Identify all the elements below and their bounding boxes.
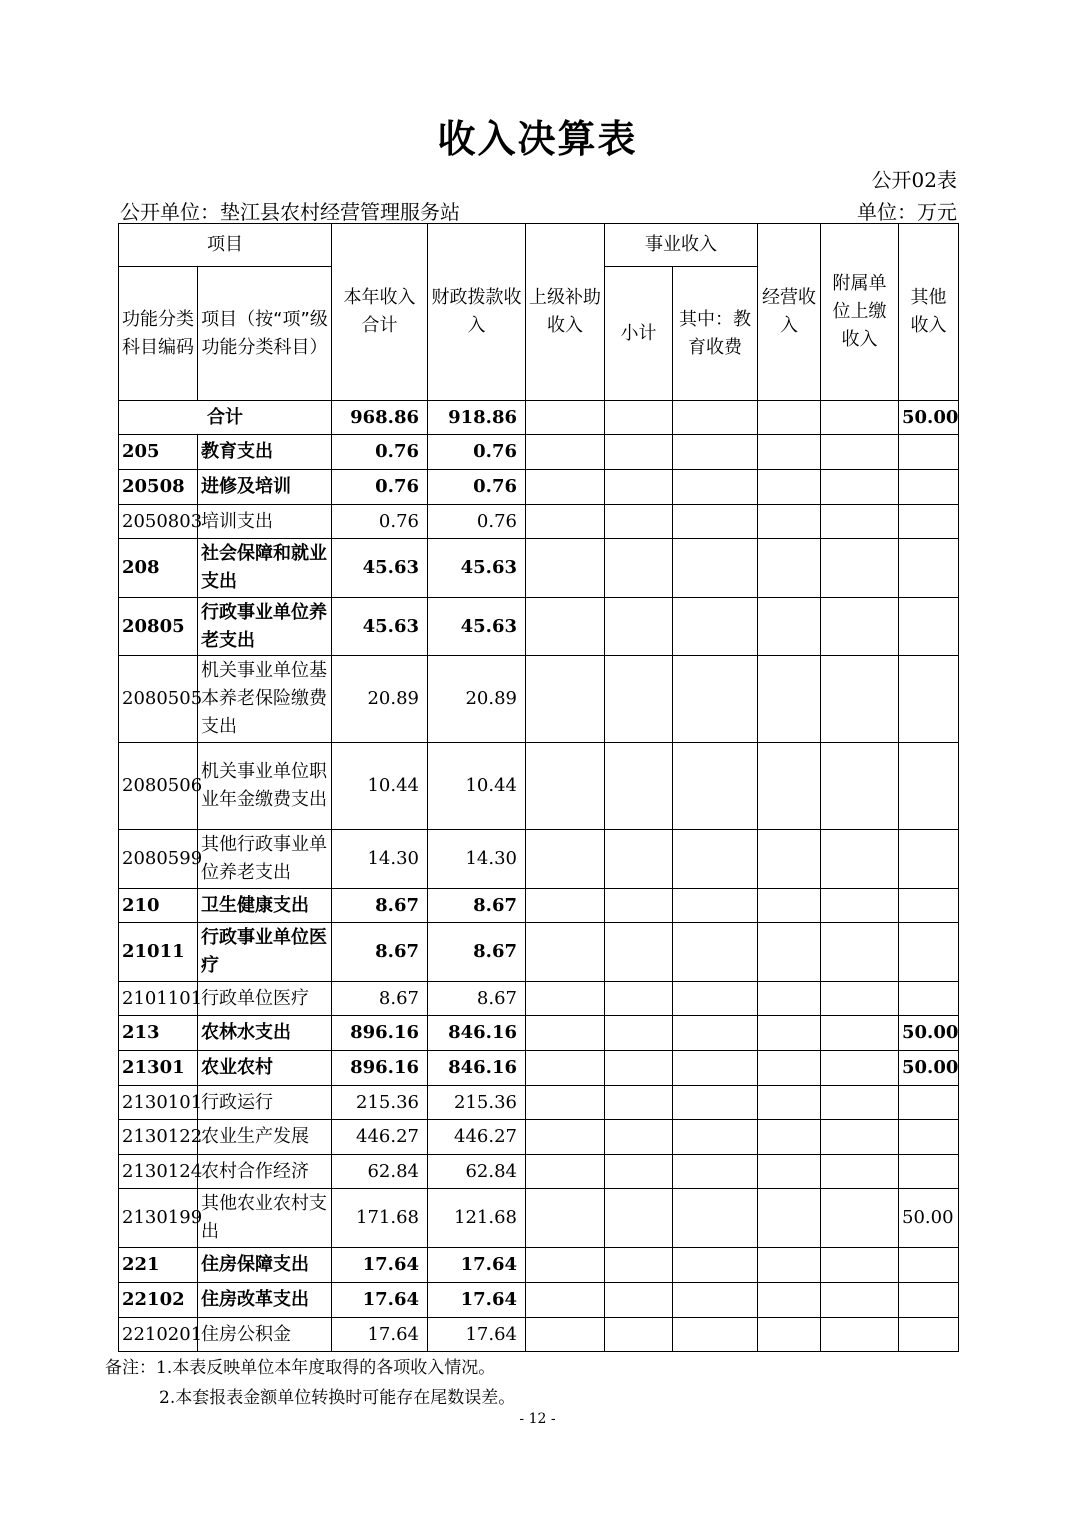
table-row: [119, 435, 959, 470]
income-table: [118, 223, 959, 1352]
table-row: [119, 1051, 959, 1086]
row-name: 其他农业农村支出: [198, 1189, 332, 1248]
table-row: [119, 1283, 959, 1318]
table-row: [119, 505, 959, 539]
row-fiscal: 0.76: [428, 470, 526, 505]
header-affiliated: 附属单位上缴收入: [821, 224, 899, 401]
note-2: 2.本套报表金额单位转换时可能存在尾数误差。: [159, 1388, 516, 1408]
table-row: [119, 470, 959, 505]
total-other: 50.00: [899, 401, 959, 435]
row-code: 2130199: [119, 1189, 198, 1248]
row-code: 2080505: [119, 656, 198, 743]
row-name: 农业农村: [198, 1051, 332, 1086]
row-total: 896.16: [332, 1051, 428, 1086]
table-row: [119, 1248, 959, 1283]
table-row: [119, 982, 959, 1016]
row-other: [899, 1120, 959, 1155]
row-other: [899, 656, 959, 743]
row-other: [899, 470, 959, 505]
row-other: [899, 505, 959, 539]
row-code: 210: [119, 889, 198, 923]
header-operating: 经营收入: [758, 224, 821, 401]
row-fiscal: 8.67: [428, 889, 526, 923]
row-code: 2101101: [119, 982, 198, 1016]
row-fiscal: 8.67: [428, 923, 526, 982]
row-other: [899, 1283, 959, 1318]
row-name: 行政事业单位养老支出: [198, 598, 332, 656]
row-code: 205: [119, 435, 198, 470]
row-fiscal: 17.64: [428, 1283, 526, 1318]
table-row: [119, 1155, 959, 1189]
row-total: 8.67: [332, 889, 428, 923]
row-name: 培训支出: [198, 505, 332, 539]
row-code: 2050803: [119, 505, 198, 539]
row-other: [899, 435, 959, 470]
row-fiscal: 10.44: [428, 743, 526, 830]
row-other: [899, 598, 959, 656]
row-total: 17.64: [332, 1248, 428, 1283]
row-name: 行政单位医疗: [198, 982, 332, 1016]
table-row: [119, 1016, 959, 1051]
row-fiscal: 62.84: [428, 1155, 526, 1189]
row-other: [899, 539, 959, 598]
row-fiscal: 846.16: [428, 1016, 526, 1051]
header-total: 本年收入合计: [332, 224, 428, 401]
row-fiscal: 45.63: [428, 598, 526, 656]
row-other: [899, 923, 959, 982]
row-total: 0.76: [332, 470, 428, 505]
currency-unit: 单位：万元: [857, 200, 957, 224]
row-name: 进修及培训: [198, 470, 332, 505]
row-name: 住房公积金: [198, 1318, 332, 1352]
row-name: 农林水支出: [198, 1016, 332, 1051]
row-code: 221: [119, 1248, 198, 1283]
row-total: 17.64: [332, 1283, 428, 1318]
table-row: [119, 743, 959, 830]
header-code: 功能分类科目编码: [119, 267, 198, 401]
row-fiscal: 8.67: [428, 982, 526, 1016]
total-label: 合计: [119, 401, 332, 435]
row-code: 22102: [119, 1283, 198, 1318]
row-total: 62.84: [332, 1155, 428, 1189]
header-name: 项目（按“项”级功能分类科目）: [198, 267, 332, 401]
row-code: 20508: [119, 470, 198, 505]
row-fiscal: 446.27: [428, 1120, 526, 1155]
row-code: 213: [119, 1016, 198, 1051]
row-name: 住房保障支出: [198, 1248, 332, 1283]
row-code: 2080599: [119, 830, 198, 889]
row-name: 机关事业单位基本养老保险缴费支出: [198, 656, 332, 743]
row-other: [899, 1248, 959, 1283]
row-other: [899, 889, 959, 923]
row-total: 45.63: [332, 539, 428, 598]
row-fiscal: 20.89: [428, 656, 526, 743]
header-fiscal: 财政拨款收入: [428, 224, 526, 401]
row-code: 21011: [119, 923, 198, 982]
row-fiscal: 0.76: [428, 435, 526, 470]
row-total: 215.36: [332, 1086, 428, 1120]
row-fiscal: 121.68: [428, 1189, 526, 1248]
table-row: [119, 1086, 959, 1120]
table-row: [119, 1189, 959, 1248]
row-other: [899, 982, 959, 1016]
row-name: 农村合作经济: [198, 1155, 332, 1189]
table-row: [119, 1318, 959, 1352]
row-total: 14.30: [332, 830, 428, 889]
table-row: [119, 1120, 959, 1155]
row-other: 50.00: [899, 1051, 959, 1086]
row-total: 0.76: [332, 435, 428, 470]
row-other: [899, 830, 959, 889]
total-row: [119, 401, 959, 435]
row-fiscal: 846.16: [428, 1051, 526, 1086]
table-row: [119, 923, 959, 982]
table-row: [119, 830, 959, 889]
header-other: 其他收入: [899, 224, 959, 401]
row-name: 行政运行: [198, 1086, 332, 1120]
row-code: 20805: [119, 598, 198, 656]
row-total: 8.67: [332, 982, 428, 1016]
row-fiscal: 14.30: [428, 830, 526, 889]
row-total: 446.27: [332, 1120, 428, 1155]
row-fiscal: 0.76: [428, 505, 526, 539]
row-other: [899, 743, 959, 830]
row-total: 17.64: [332, 1318, 428, 1352]
row-other: [899, 1318, 959, 1352]
reporting-unit: 公开单位：垫江县农村经营管理服务站: [120, 200, 460, 224]
header-edu: 其中：教育收费: [673, 267, 758, 401]
page-number: - 12 -: [519, 1411, 556, 1427]
row-total: 8.67: [332, 923, 428, 982]
row-total: 0.76: [332, 505, 428, 539]
total-fiscal: 918.86: [428, 401, 526, 435]
row-name: 社会保障和就业支出: [198, 539, 332, 598]
total-total: 968.86: [332, 401, 428, 435]
row-total: 171.68: [332, 1189, 428, 1248]
row-code: 2130122: [119, 1120, 198, 1155]
row-other: 50.00: [899, 1189, 959, 1248]
row-name: 农业生产发展: [198, 1120, 332, 1155]
row-fiscal: 17.64: [428, 1318, 526, 1352]
row-fiscal: 215.36: [428, 1086, 526, 1120]
row-name: 其他行政事业单位养老支出: [198, 830, 332, 889]
row-other: 50.00: [899, 1016, 959, 1051]
row-total: 896.16: [332, 1016, 428, 1051]
header-subtotal: 小计: [605, 267, 673, 401]
table-row: [119, 889, 959, 923]
row-name: 卫生健康支出: [198, 889, 332, 923]
row-total: 10.44: [332, 743, 428, 830]
row-total: 45.63: [332, 598, 428, 656]
row-fiscal: 17.64: [428, 1248, 526, 1283]
header-project: 项目: [119, 224, 332, 267]
row-other: [899, 1086, 959, 1120]
row-code: 21301: [119, 1051, 198, 1086]
row-name: 机关事业单位职业年金缴费支出: [198, 743, 332, 830]
table-number: 公开02表: [871, 168, 957, 192]
row-name: 行政事业单位医疗: [198, 923, 332, 982]
row-name: 住房改革支出: [198, 1283, 332, 1318]
row-name: 教育支出: [198, 435, 332, 470]
row-fiscal: 45.63: [428, 539, 526, 598]
row-code: 2130124: [119, 1155, 198, 1189]
header-superior: 上级补助收入: [526, 224, 605, 401]
row-code: 208: [119, 539, 198, 598]
page-title: 收入决算表: [437, 117, 638, 161]
notes: [105, 1353, 515, 1413]
row-code: 2210201: [119, 1318, 198, 1352]
note-1: 备注：1.本表反映单位本年度取得的各项收入情况。: [105, 1358, 496, 1378]
table-row: [119, 656, 959, 743]
row-total: 20.89: [332, 656, 428, 743]
table-row: [119, 539, 959, 598]
table-row: [119, 598, 959, 656]
row-code: 2130101: [119, 1086, 198, 1120]
row-code: 2080506: [119, 743, 198, 830]
header-business: 事业收入: [605, 224, 758, 267]
row-other: [899, 1155, 959, 1189]
